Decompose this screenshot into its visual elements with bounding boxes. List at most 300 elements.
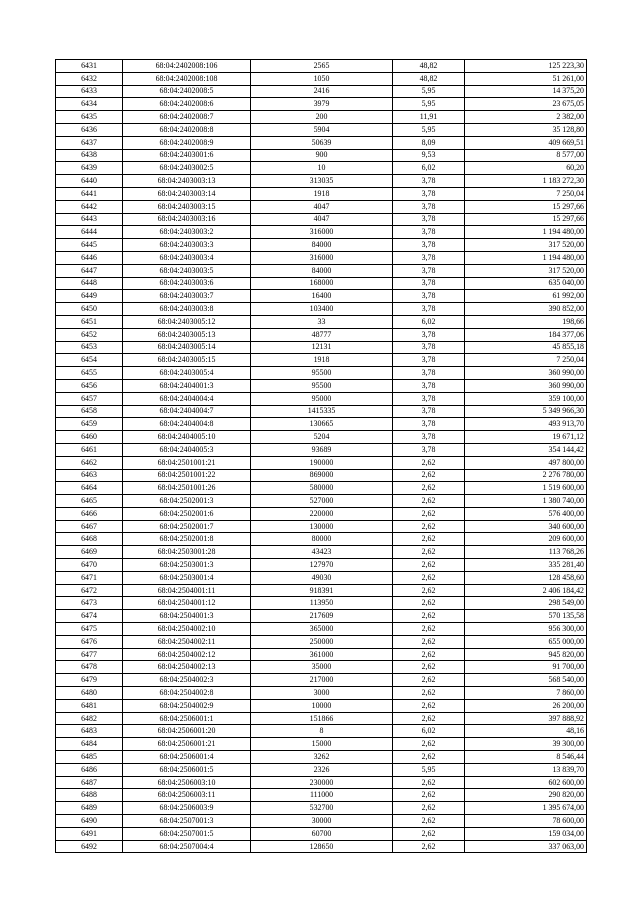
- total-value-cell: 60,20: [465, 162, 587, 175]
- table-row: [56, 827, 587, 840]
- table-row: [56, 482, 587, 495]
- table-row: [56, 507, 587, 520]
- total-value-cell: 956 300,00: [465, 623, 587, 636]
- total-value-cell: 340 600,00: [465, 520, 587, 533]
- total-value-cell: 51 261,00: [465, 72, 587, 85]
- total-value-cell: 15 297,66: [465, 200, 587, 213]
- cadastral-number-cell: 68:04:2402008:7: [123, 111, 251, 124]
- row-number-cell: 6463: [56, 469, 123, 482]
- row-number-cell: 6475: [56, 623, 123, 636]
- rate-cell: 5,95: [393, 85, 465, 98]
- rate-cell: 2,62: [393, 571, 465, 584]
- total-value-cell: 7 250,04: [465, 354, 587, 367]
- table-row: [56, 776, 587, 789]
- rate-cell: 48,82: [393, 72, 465, 85]
- rate-cell: 2,62: [393, 469, 465, 482]
- total-value-cell: 113 768,26: [465, 546, 587, 559]
- cadastral-number-cell: 68:04:2404001:3: [123, 379, 251, 392]
- total-value-cell: 337 063,00: [465, 840, 587, 853]
- row-number-cell: 6468: [56, 533, 123, 546]
- row-number-cell: 6481: [56, 699, 123, 712]
- row-number-cell: 6488: [56, 789, 123, 802]
- row-number-cell: 6459: [56, 418, 123, 431]
- rate-cell: 2,62: [393, 699, 465, 712]
- table-row: [56, 315, 587, 328]
- total-value-cell: 317 520,00: [465, 239, 587, 252]
- rate-cell: 2,62: [393, 712, 465, 725]
- cadastral-number-cell: 68:04:2404004:7: [123, 405, 251, 418]
- area-cell: 33: [251, 315, 393, 328]
- cadastral-number-cell: 68:04:2403003:3: [123, 239, 251, 252]
- table-row: [56, 546, 587, 559]
- table-row: [56, 123, 587, 136]
- area-cell: 220000: [251, 507, 393, 520]
- area-cell: 918391: [251, 584, 393, 597]
- cadastral-number-cell: 68:04:2506001:5: [123, 763, 251, 776]
- table-row: [56, 162, 587, 175]
- row-number-cell: 6478: [56, 661, 123, 674]
- rate-cell: 3,78: [393, 239, 465, 252]
- cadastral-number-cell: 68:04:2507004:4: [123, 840, 251, 853]
- cadastral-number-cell: 68:04:2503001:4: [123, 571, 251, 584]
- rate-cell: 3,78: [393, 392, 465, 405]
- area-cell: 365000: [251, 623, 393, 636]
- cadastral-number-cell: 68:04:2403003:8: [123, 303, 251, 316]
- area-cell: 1918: [251, 354, 393, 367]
- area-cell: 130665: [251, 418, 393, 431]
- area-cell: 1050: [251, 72, 393, 85]
- row-number-cell: 6449: [56, 290, 123, 303]
- rate-cell: 2,62: [393, 635, 465, 648]
- table-row: [56, 187, 587, 200]
- rate-cell: 3,78: [393, 379, 465, 392]
- table-row: [56, 85, 587, 98]
- rate-cell: 3,78: [393, 175, 465, 188]
- table-row: [56, 763, 587, 776]
- table-row: [56, 72, 587, 85]
- row-number-cell: 6453: [56, 341, 123, 354]
- rate-cell: 3,78: [393, 431, 465, 444]
- cadastral-number-cell: 68:04:2403005:14: [123, 341, 251, 354]
- cadastral-number-cell: 68:04:2501001:26: [123, 482, 251, 495]
- area-cell: 8: [251, 725, 393, 738]
- table-row: [56, 379, 587, 392]
- table-row: [56, 149, 587, 162]
- rate-cell: 2,62: [393, 520, 465, 533]
- cadastral-number-cell: 68:04:2504002:13: [123, 661, 251, 674]
- area-cell: 93689: [251, 443, 393, 456]
- area-cell: 527000: [251, 495, 393, 508]
- row-number-cell: 6440: [56, 175, 123, 188]
- rate-cell: 6,02: [393, 315, 465, 328]
- area-cell: 60700: [251, 827, 393, 840]
- area-cell: 2565: [251, 60, 393, 73]
- table-row: [56, 175, 587, 188]
- rate-cell: 3,78: [393, 290, 465, 303]
- row-number-cell: 6433: [56, 85, 123, 98]
- area-cell: 900: [251, 149, 393, 162]
- cadastral-number-cell: 68:04:2403005:15: [123, 354, 251, 367]
- area-cell: 10000: [251, 699, 393, 712]
- area-cell: 49030: [251, 571, 393, 584]
- table-row: [56, 738, 587, 751]
- rate-cell: 3,78: [393, 251, 465, 264]
- rate-cell: 2,62: [393, 546, 465, 559]
- area-cell: 10: [251, 162, 393, 175]
- row-number-cell: 6487: [56, 776, 123, 789]
- table-row: [56, 571, 587, 584]
- row-number-cell: 6455: [56, 367, 123, 380]
- total-value-cell: 159 034,00: [465, 827, 587, 840]
- row-number-cell: 6479: [56, 674, 123, 687]
- total-value-cell: 317 520,00: [465, 264, 587, 277]
- area-cell: 316000: [251, 251, 393, 264]
- total-value-cell: 198,66: [465, 315, 587, 328]
- rate-cell: 3,78: [393, 213, 465, 226]
- cadastral-number-cell: 68:04:2504001:3: [123, 610, 251, 623]
- total-value-cell: 15 297,66: [465, 213, 587, 226]
- cadastral-number-cell: 68:04:2403002:5: [123, 162, 251, 175]
- cadastral-number-cell: 68:04:2502001:8: [123, 533, 251, 546]
- table-row: [56, 98, 587, 111]
- table-row: [56, 712, 587, 725]
- cadastral-number-cell: 68:04:2503001:28: [123, 546, 251, 559]
- total-value-cell: 19 671,12: [465, 431, 587, 444]
- table-row: [56, 661, 587, 674]
- area-cell: 3262: [251, 751, 393, 764]
- rate-cell: 3,78: [393, 200, 465, 213]
- area-cell: 48777: [251, 328, 393, 341]
- total-value-cell: 602 600,00: [465, 776, 587, 789]
- cadastral-number-cell: 68:04:2504001:12: [123, 597, 251, 610]
- rate-cell: 2,62: [393, 648, 465, 661]
- row-number-cell: 6460: [56, 431, 123, 444]
- row-number-cell: 6442: [56, 200, 123, 213]
- rate-cell: 11,91: [393, 111, 465, 124]
- cadastral-number-cell: 68:04:2501001:22: [123, 469, 251, 482]
- area-cell: 95500: [251, 367, 393, 380]
- row-number-cell: 6432: [56, 72, 123, 85]
- cadastral-number-cell: 68:04:2402008:8: [123, 123, 251, 136]
- table-row: [56, 443, 587, 456]
- rate-cell: 3,78: [393, 226, 465, 239]
- total-value-cell: 128 458,60: [465, 571, 587, 584]
- total-value-cell: 290 820,00: [465, 789, 587, 802]
- table-body: [56, 60, 587, 853]
- row-number-cell: 6483: [56, 725, 123, 738]
- row-number-cell: 6431: [56, 60, 123, 73]
- cadastral-number-cell: 68:04:2403003:16: [123, 213, 251, 226]
- table-row: [56, 597, 587, 610]
- table-row: [56, 623, 587, 636]
- row-number-cell: 6466: [56, 507, 123, 520]
- cadastral-number-cell: 68:04:2502001:6: [123, 507, 251, 520]
- rate-cell: 3,78: [393, 341, 465, 354]
- row-number-cell: 6461: [56, 443, 123, 456]
- area-cell: 2326: [251, 763, 393, 776]
- row-number-cell: 6450: [56, 303, 123, 316]
- cadastral-number-cell: 68:04:2504002:11: [123, 635, 251, 648]
- table-row: [56, 136, 587, 149]
- total-value-cell: 359 100,00: [465, 392, 587, 405]
- cadastral-number-cell: 68:04:2404004:4: [123, 392, 251, 405]
- cadastral-number-cell: 68:04:2403001:6: [123, 149, 251, 162]
- rate-cell: 2,62: [393, 610, 465, 623]
- total-value-cell: 14 375,20: [465, 85, 587, 98]
- rate-cell: 8,09: [393, 136, 465, 149]
- total-value-cell: 570 135,58: [465, 610, 587, 623]
- table-row: [56, 200, 587, 213]
- rate-cell: 3,78: [393, 264, 465, 277]
- rate-cell: 2,62: [393, 738, 465, 751]
- rate-cell: 2,62: [393, 687, 465, 700]
- table-row: [56, 469, 587, 482]
- cadastral-number-cell: 68:04:2504002:10: [123, 623, 251, 636]
- table-row: [56, 802, 587, 815]
- row-number-cell: 6465: [56, 495, 123, 508]
- area-cell: 43423: [251, 546, 393, 559]
- area-cell: 30000: [251, 815, 393, 828]
- area-cell: 313035: [251, 175, 393, 188]
- cadastral-number-cell: 68:04:2403005:4: [123, 367, 251, 380]
- area-cell: 128650: [251, 840, 393, 853]
- table-row: [56, 251, 587, 264]
- total-value-cell: 493 913,70: [465, 418, 587, 431]
- total-value-cell: 125 223,30: [465, 60, 587, 73]
- area-cell: 130000: [251, 520, 393, 533]
- area-cell: 113950: [251, 597, 393, 610]
- total-value-cell: 390 852,00: [465, 303, 587, 316]
- cadastral-number-cell: 68:04:2403003:15: [123, 200, 251, 213]
- row-number-cell: 6474: [56, 610, 123, 623]
- cadastral-number-cell: 68:04:2507001:3: [123, 815, 251, 828]
- row-number-cell: 6458: [56, 405, 123, 418]
- area-cell: 1415335: [251, 405, 393, 418]
- cadastral-number-cell: 68:04:2503001:3: [123, 559, 251, 572]
- total-value-cell: 1 183 272,30: [465, 175, 587, 188]
- cadastral-number-cell: 68:04:2402008:5: [123, 85, 251, 98]
- table-row: [56, 584, 587, 597]
- row-number-cell: 6486: [56, 763, 123, 776]
- total-value-cell: 5 349 966,30: [465, 405, 587, 418]
- total-value-cell: 568 540,00: [465, 674, 587, 687]
- table-row: [56, 239, 587, 252]
- row-number-cell: 6489: [56, 802, 123, 815]
- rate-cell: 2,62: [393, 584, 465, 597]
- cadastral-number-cell: 68:04:2403003:4: [123, 251, 251, 264]
- area-cell: 80000: [251, 533, 393, 546]
- row-number-cell: 6492: [56, 840, 123, 853]
- table-row: [56, 303, 587, 316]
- total-value-cell: 7 860,00: [465, 687, 587, 700]
- row-number-cell: 6441: [56, 187, 123, 200]
- table-row: [56, 354, 587, 367]
- total-value-cell: 1 380 740,00: [465, 495, 587, 508]
- total-value-cell: 655 000,00: [465, 635, 587, 648]
- rate-cell: 2,62: [393, 533, 465, 546]
- area-cell: 190000: [251, 456, 393, 469]
- row-number-cell: 6452: [56, 328, 123, 341]
- total-value-cell: 360 990,00: [465, 379, 587, 392]
- total-value-cell: 209 600,00: [465, 533, 587, 546]
- total-value-cell: 78 600,00: [465, 815, 587, 828]
- row-number-cell: 6485: [56, 751, 123, 764]
- cadastral-number-cell: 68:04:2502001:7: [123, 520, 251, 533]
- total-value-cell: 397 888,92: [465, 712, 587, 725]
- rate-cell: 3,78: [393, 303, 465, 316]
- cadastral-number-cell: 68:04:2504002:12: [123, 648, 251, 661]
- rate-cell: 3,78: [393, 187, 465, 200]
- row-number-cell: 6482: [56, 712, 123, 725]
- total-value-cell: 1 194 480,00: [465, 251, 587, 264]
- table-row: [56, 431, 587, 444]
- total-value-cell: 8 577,00: [465, 149, 587, 162]
- area-cell: 15000: [251, 738, 393, 751]
- area-cell: 35000: [251, 661, 393, 674]
- cadastral-number-cell: 68:04:2403003:2: [123, 226, 251, 239]
- rate-cell: 2,62: [393, 597, 465, 610]
- table-row: [56, 456, 587, 469]
- table-row: [56, 789, 587, 802]
- table-row: [56, 213, 587, 226]
- table-row: [56, 277, 587, 290]
- total-value-cell: 409 669,51: [465, 136, 587, 149]
- rate-cell: 2,62: [393, 507, 465, 520]
- cadastral-number-cell: 68:04:2403005:12: [123, 315, 251, 328]
- area-cell: 250000: [251, 635, 393, 648]
- row-number-cell: 6462: [56, 456, 123, 469]
- cadastral-number-cell: 68:04:2504002:3: [123, 674, 251, 687]
- total-value-cell: 7 250,04: [465, 187, 587, 200]
- cadastral-number-cell: 68:04:2404005:3: [123, 443, 251, 456]
- cadastral-number-cell: 68:04:2403003:5: [123, 264, 251, 277]
- cadastral-number-cell: 68:04:2402008:108: [123, 72, 251, 85]
- table-row: [56, 751, 587, 764]
- cadastral-number-cell: 68:04:2506001:1: [123, 712, 251, 725]
- row-number-cell: 6477: [56, 648, 123, 661]
- row-number-cell: 6457: [56, 392, 123, 405]
- table-row: [56, 495, 587, 508]
- cadastral-number-cell: 68:04:2506003:10: [123, 776, 251, 789]
- area-cell: 361000: [251, 648, 393, 661]
- rate-cell: 2,62: [393, 482, 465, 495]
- area-cell: 532700: [251, 802, 393, 815]
- area-cell: 127970: [251, 559, 393, 572]
- rate-cell: 2,62: [393, 840, 465, 853]
- cadastral-number-cell: 68:04:2506003:9: [123, 802, 251, 815]
- area-cell: 217000: [251, 674, 393, 687]
- area-cell: 84000: [251, 264, 393, 277]
- area-cell: 217609: [251, 610, 393, 623]
- row-number-cell: 6470: [56, 559, 123, 572]
- rate-cell: 2,62: [393, 559, 465, 572]
- rate-cell: 2,62: [393, 674, 465, 687]
- rate-cell: 3,78: [393, 277, 465, 290]
- table-row: [56, 815, 587, 828]
- table-row: [56, 367, 587, 380]
- cadastral-number-cell: 68:04:2403005:13: [123, 328, 251, 341]
- total-value-cell: 360 990,00: [465, 367, 587, 380]
- table-row: [56, 264, 587, 277]
- row-number-cell: 6471: [56, 571, 123, 584]
- table-row: [56, 405, 587, 418]
- table-row: [56, 840, 587, 853]
- rate-cell: 3,78: [393, 405, 465, 418]
- area-cell: 95500: [251, 379, 393, 392]
- area-cell: 12131: [251, 341, 393, 354]
- cadastral-number-cell: 68:04:2504002:8: [123, 687, 251, 700]
- area-cell: 50639: [251, 136, 393, 149]
- row-number-cell: 6491: [56, 827, 123, 840]
- row-number-cell: 6445: [56, 239, 123, 252]
- area-cell: 3000: [251, 687, 393, 700]
- cadastral-number-cell: 68:04:2502001:3: [123, 495, 251, 508]
- table-row: [56, 533, 587, 546]
- total-value-cell: 1 395 674,00: [465, 802, 587, 815]
- total-value-cell: 39 300,00: [465, 738, 587, 751]
- total-value-cell: 45 855,18: [465, 341, 587, 354]
- table-row: [56, 610, 587, 623]
- area-cell: 230000: [251, 776, 393, 789]
- total-value-cell: 354 144,42: [465, 443, 587, 456]
- cadastral-number-cell: 68:04:2403003:7: [123, 290, 251, 303]
- area-cell: 1918: [251, 187, 393, 200]
- row-number-cell: 6473: [56, 597, 123, 610]
- row-number-cell: 6439: [56, 162, 123, 175]
- area-cell: 95000: [251, 392, 393, 405]
- table-row: [56, 328, 587, 341]
- row-number-cell: 6480: [56, 687, 123, 700]
- table-row: [56, 725, 587, 738]
- cadastral-number-cell: 68:04:2402008:9: [123, 136, 251, 149]
- row-number-cell: 6447: [56, 264, 123, 277]
- rate-cell: 5,95: [393, 123, 465, 136]
- table-row: [56, 674, 587, 687]
- table-row: [56, 687, 587, 700]
- total-value-cell: 497 800,00: [465, 456, 587, 469]
- row-number-cell: 6436: [56, 123, 123, 136]
- area-cell: 111000: [251, 789, 393, 802]
- rate-cell: 3,78: [393, 354, 465, 367]
- cadastral-number-cell: 68:04:2403003:14: [123, 187, 251, 200]
- rate-cell: 3,78: [393, 367, 465, 380]
- total-value-cell: 2 382,00: [465, 111, 587, 124]
- cadastral-number-cell: 68:04:2506003:11: [123, 789, 251, 802]
- total-value-cell: 48,16: [465, 725, 587, 738]
- cadastral-number-cell: 68:04:2506001:21: [123, 738, 251, 751]
- area-cell: 316000: [251, 226, 393, 239]
- rate-cell: 48,82: [393, 60, 465, 73]
- table-row: [56, 418, 587, 431]
- cadastral-number-cell: 68:04:2504001:11: [123, 584, 251, 597]
- row-number-cell: 6472: [56, 584, 123, 597]
- rate-cell: 6,02: [393, 162, 465, 175]
- cadastral-number-cell: 68:04:2404004:8: [123, 418, 251, 431]
- area-cell: 2416: [251, 85, 393, 98]
- total-value-cell: 945 820,00: [465, 648, 587, 661]
- row-number-cell: 6438: [56, 149, 123, 162]
- total-value-cell: 635 040,00: [465, 277, 587, 290]
- table-row: [56, 226, 587, 239]
- total-value-cell: 2 406 184,42: [465, 584, 587, 597]
- row-number-cell: 6437: [56, 136, 123, 149]
- area-cell: 580000: [251, 482, 393, 495]
- rate-cell: 9,53: [393, 149, 465, 162]
- area-cell: 3979: [251, 98, 393, 111]
- total-value-cell: 1 194 480,00: [465, 226, 587, 239]
- rate-cell: 2,62: [393, 789, 465, 802]
- table-row: [56, 341, 587, 354]
